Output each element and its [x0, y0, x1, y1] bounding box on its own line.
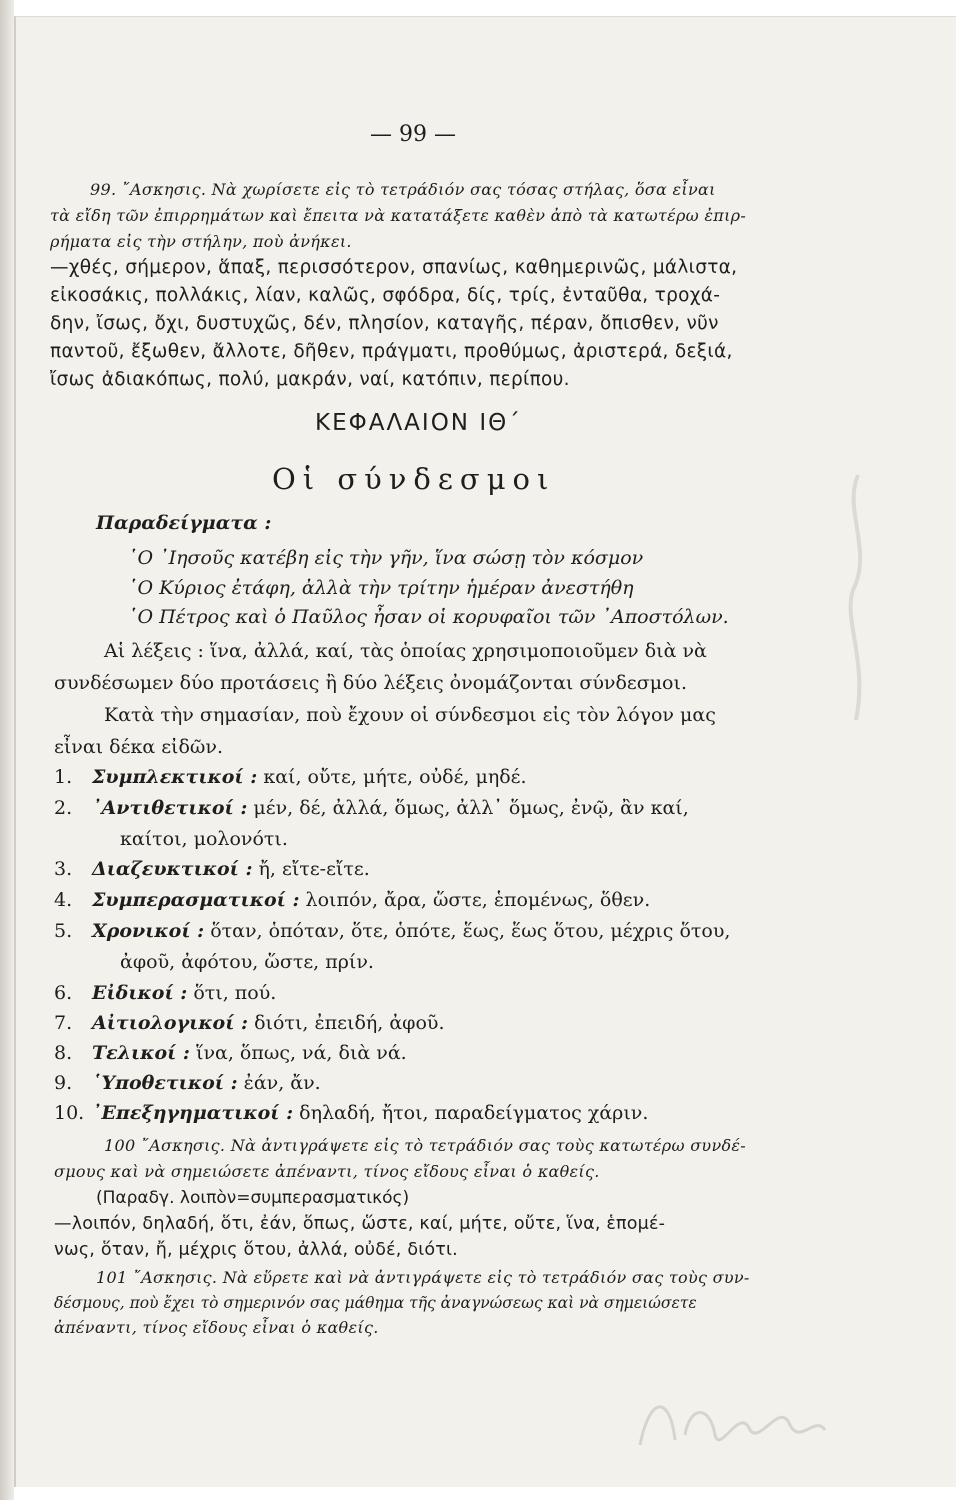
- explanation-line-4: εἶναι δέκα εἰδῶν.: [54, 736, 224, 758]
- exercise-100-words-1: —λοιπόν, δηλαδή, ὅτι, ἐάν, ὅπως, ὥστε, καί, μήτε, οὔτε, ἵνα, ἑπομέ-: [54, 1214, 666, 1234]
- explanation-line-2: συνδέσωμεν δύο προτάσεις ἢ δύο λέξεις ὀνομάζονται σύνδεσμοι.: [54, 672, 687, 694]
- exercise-99-words-5: ἴσως ἀδιακόπως, πολύ, μακράν, ναί, κατόπιν, περίπου.: [50, 369, 570, 390]
- category-words: ἵνα, ὅπως, νά, διὰ νά.: [196, 1042, 407, 1064]
- exercise-100-words-2: νως, ὅταν, ἤ, μέχρις ὅτου, ἀλλά, οὐδέ, διότι.: [54, 1240, 458, 1260]
- category-item: [54, 982, 276, 1004]
- exercise-99-words-3: δην, ἴσως, ὄχι, δυστυχῶς, δέν, πλησίον, καταγῆς, πέραν, ὄπισθεν, νῦν: [50, 313, 719, 334]
- category-name: Χρονικοί :: [92, 920, 205, 942]
- exercise-100-example: (Παραδγ. λοιπὸν=συμπερασματικός): [96, 1188, 410, 1208]
- category-words: διότι, ἐπειδή, ἀφοῦ.: [254, 1012, 445, 1034]
- exercise-99-words-1: —χθές, σήμερον, ἅπαξ, περισσότερον, σπανίως, καθημερινῶς, μάλιστα,: [50, 257, 738, 278]
- explanation-line-1: Αἱ λέξεις : ἵνα, ἀλλά, καί, τὰς ὁποίας χρησιμοποιοῦμεν διὰ νὰ: [104, 640, 707, 662]
- category-number: 9.: [54, 1072, 73, 1094]
- category-item: [54, 858, 370, 880]
- category-words: μέν, δέ, ἀλλά, ὅμως, ἀλλ᾿ ὅμως, ἐνῷ, ἂν καί,: [253, 797, 689, 819]
- category-words: καί, οὔτε, μήτε, οὐδέ, μηδέ.: [263, 766, 527, 788]
- category-item: [54, 1012, 445, 1034]
- example-sentence-3: ῾Ο Πέτρος καὶ ὁ Παῦλος ἦσαν οἱ κορυφαῖοι τῶν ᾿Αποστόλων.: [128, 606, 729, 628]
- category-number: 7.: [54, 1012, 73, 1034]
- left-page-edge: [0, 0, 14, 1500]
- example-sentence-1: ῾Ο ᾿Ιησοῦς κατέβη εἰς τὴν γῆν, ἵνα σώσῃ τὸν κόσμον: [128, 547, 644, 569]
- pencil-margin-mark: [838, 470, 878, 730]
- category-number: 3.: [54, 858, 73, 880]
- exercise-101-line-1: 101 ῎Ασκησις. Νὰ εὕρετε καὶ νὰ ἀντιγράψετε εἰς τὸ τετράδιόν σας τοὺς συν-: [96, 1268, 750, 1287]
- explanation-line-3: Κατὰ τὴν σημασίαν, ποὺ ἔχουν οἱ σύνδεσμοι εἰς τὸν λόγον μας: [104, 704, 716, 726]
- category-name: ῾Υποθετικοί :: [92, 1072, 238, 1094]
- category-name: Εἰδικοί :: [92, 982, 188, 1004]
- category-number: 6.: [54, 982, 73, 1004]
- exercise-99-line-1: 99. ῎Ασκησις. Νὰ χωρίσετε εἰς τὸ τετράδιόν σας τόσας στήλας, ὅσα εἶναι: [90, 180, 716, 199]
- category-item: [54, 1102, 648, 1124]
- example-sentence-2: ῾Ο Κύριος ἐτάφη, ἀλλὰ τὴν τρίτην ἡμέραν ἀνεστήθη: [128, 577, 634, 599]
- category-item: [54, 1042, 407, 1064]
- exercise-99-line-3: ρήματα εἰς τὴν στήλην, ποὺ ἀνήκει.: [50, 232, 352, 251]
- page-number: — 99 —: [370, 122, 456, 147]
- category-words: ἐάν, ἄν.: [243, 1072, 321, 1094]
- category-item: [54, 766, 527, 788]
- exercise-100-line-1: 100 ῎Ασκησις. Νὰ ἀντιγράψετε εἰς τὸ τετράδιόν σας τοὺς κατωτέρω συνδέ-: [104, 1136, 747, 1155]
- category-name: Συμπερασματικοί :: [92, 889, 300, 911]
- category-continuation: ἀφοῦ, ἀφότου, ὥστε, πρίν.: [120, 951, 374, 973]
- category-number: 8.: [54, 1042, 73, 1064]
- exercise-99-line-2: τὰ εἴδη τῶν ἐπιρρημάτων καὶ ἔπειτα νὰ κατατάξετε καθὲν ἀπὸ τὰ κατωτέρω ἐπιρ-: [50, 206, 747, 225]
- category-name: ᾿Αντιθετικοί :: [92, 797, 248, 819]
- category-number: 2.: [54, 797, 73, 819]
- examples-label: Παραδείγματα :: [96, 512, 272, 534]
- exercise-99-words-4: παντοῦ, ἔξωθεν, ἄλλοτε, δῆθεν, πράγματι, προθύμως, ἀριστερά, δεξιά,: [50, 341, 733, 362]
- section-title: Οἱ σύνδεσμοι: [272, 462, 556, 496]
- category-item: [54, 797, 689, 819]
- category-name: Τελικοί :: [92, 1042, 190, 1064]
- category-name: ᾿Επεξηγηματικοί :: [92, 1102, 294, 1124]
- category-item: [54, 889, 650, 911]
- category-name: Συμπλεκτικοί :: [92, 766, 258, 788]
- exercise-99-words-2: εἰκοσάκις, πολλάκις, λίαν, καλῶς, σφόδρα, δίς, τρίς, ἐνταῦθα, τροχά-: [50, 285, 721, 306]
- category-words: ὅτι, πού.: [193, 982, 277, 1004]
- category-words: ἤ, εἴτε-εἴτε.: [258, 858, 370, 880]
- category-number: 10.: [54, 1102, 85, 1124]
- category-name: Διαζευκτικοί :: [92, 858, 253, 880]
- exercise-101-line-2: δέσμους, ποὺ ἔχει τὸ σημερινόν σας μάθημα τῆς ἀναγνώσεως καὶ νὰ σημειώσετε: [54, 1294, 697, 1312]
- exercise-100-line-2: σμους καὶ νὰ σημειώσετε ἀπέναντι, τίνος εἴδους εἶναι ὁ καθείς.: [54, 1162, 600, 1181]
- category-words: ὅταν, ὁπόταν, ὅτε, ὁπότε, ἕως, ἕως ὅτου, μέχρις ὅτου,: [210, 920, 731, 942]
- category-continuation: καίτοι, μολονότι.: [120, 828, 288, 850]
- category-item: [54, 920, 730, 942]
- category-number: 5.: [54, 920, 73, 942]
- category-number: 1.: [54, 766, 73, 788]
- category-words: λοιπόν, ἄρα, ὥστε, ἑπομένως, ὅθεν.: [305, 889, 651, 911]
- chapter-title: ΚΕΦΑΛΑΙΟΝ ΙΘ΄: [315, 410, 522, 436]
- category-item: [54, 1072, 321, 1094]
- pencil-scribble: [630, 1385, 830, 1465]
- category-words: δηλαδή, ἤτοι, παραδείγματος χάριν.: [299, 1102, 649, 1124]
- category-number: 4.: [54, 889, 73, 911]
- category-name: Αἰτιολογικοί :: [92, 1012, 249, 1034]
- exercise-101-line-3: ἀπέναντι, τίνος εἴδους εἶναι ὁ καθείς.: [54, 1318, 379, 1337]
